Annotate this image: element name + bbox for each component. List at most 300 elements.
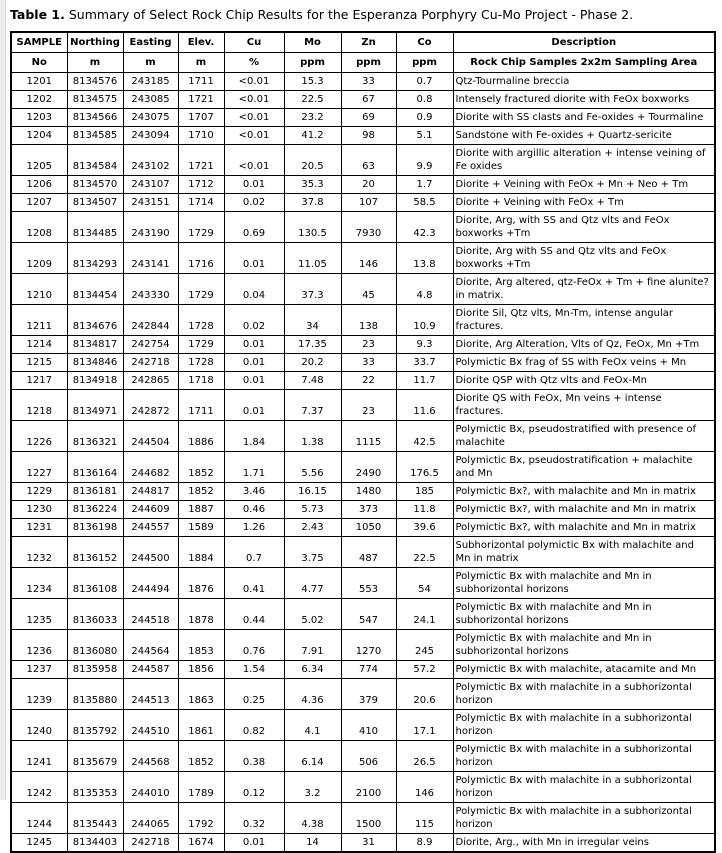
co-cell: 33.7 (396, 354, 453, 372)
sample-no-cell: 1240 (11, 710, 67, 741)
easting-cell: 242844 (123, 305, 178, 336)
co-cell: 9.3 (396, 336, 453, 354)
sample-no-cell: 1242 (11, 772, 67, 803)
table-row (11, 73, 715, 91)
sample-no-cell: 1204 (11, 127, 67, 145)
table-row (11, 519, 715, 537)
description-cell: Diorite, Arg., with Mn in irregular veins (453, 834, 715, 853)
sample-no-cell: 1227 (11, 452, 67, 483)
table-row (11, 109, 715, 127)
table-row (11, 803, 715, 834)
mo-cell: 5.73 (284, 501, 341, 519)
mo-cell: 7.48 (284, 372, 341, 390)
sample-no-cell: 1215 (11, 354, 67, 372)
zn-cell: 31 (341, 834, 396, 853)
description-cell: Polymictic Bx?, with malachite and Mn in matrix (453, 519, 715, 537)
table-row (11, 710, 715, 741)
table-row (11, 679, 715, 710)
co-cell: 5.1 (396, 127, 453, 145)
elev-cell: 1718 (178, 372, 224, 390)
easting-cell: 244494 (123, 568, 178, 599)
header-row-2 (11, 53, 715, 73)
table-row (11, 568, 715, 599)
description-cell: Polymictic Bx frag of SS with FeOx veins + Mn (453, 354, 715, 372)
description-cell: Diorite, Arg, with SS and Qtz vlts and FeOx boxworks +Tm (453, 212, 715, 243)
table-row (11, 483, 715, 501)
northing-cell: 8135792 (67, 710, 123, 741)
northing-cell: 8135443 (67, 803, 123, 834)
description-cell: Polymictic Bx with malachite and Mn in subhorizontal horizons (453, 599, 715, 630)
description-cell: Diorite QS with FeOx, Mn veins + intense fractures. (453, 390, 715, 421)
mo-cell: 41.2 (284, 127, 341, 145)
description-cell: Polymictic Bx with malachite and Mn in subhorizontal horizons (453, 630, 715, 661)
mo-cell: 3.75 (284, 537, 341, 568)
cu-cell: 0.01 (224, 834, 284, 853)
elev-cell: 1887 (178, 501, 224, 519)
column-header-zn: Zn (341, 32, 396, 53)
mo-cell: 17.35 (284, 336, 341, 354)
easting-cell: 243330 (123, 274, 178, 305)
table-row (11, 212, 715, 243)
description-cell: Polymictic Bx, pseudostratified with presence of malachite (453, 421, 715, 452)
description-cell: Intensely fractured diorite with FeOx boxworks (453, 91, 715, 109)
description-cell: Qtz-Tourmaline breccia (453, 73, 715, 91)
easting-cell: 243185 (123, 73, 178, 91)
northing-cell: 8134570 (67, 176, 123, 194)
description-cell: Polymictic Bx?, with malachite and Mn in matrix (453, 483, 715, 501)
elev-cell: 1711 (178, 73, 224, 91)
co-cell: 146 (396, 772, 453, 803)
column-header-description: Description (453, 32, 715, 53)
easting-cell: 244065 (123, 803, 178, 834)
mo-cell: 16.15 (284, 483, 341, 501)
mo-cell: 20.2 (284, 354, 341, 372)
easting-cell: 244557 (123, 519, 178, 537)
cu-cell: 0.41 (224, 568, 284, 599)
cu-cell: <0.01 (224, 127, 284, 145)
elev-cell: 1852 (178, 483, 224, 501)
zn-cell: 146 (341, 243, 396, 274)
column-header-elev-unit: m (178, 53, 224, 73)
zn-cell: 410 (341, 710, 396, 741)
sample-no-cell: 1244 (11, 803, 67, 834)
mo-cell: 1.38 (284, 421, 341, 452)
mo-cell: 4.38 (284, 803, 341, 834)
sample-no-cell: 1237 (11, 661, 67, 679)
column-header-mo-unit: ppm (284, 53, 341, 73)
northing-cell: 8134293 (67, 243, 123, 274)
easting-cell: 242754 (123, 336, 178, 354)
table-row (11, 91, 715, 109)
column-header-cu: Cu (224, 32, 284, 53)
cu-cell: 0.12 (224, 772, 284, 803)
easting-cell: 243190 (123, 212, 178, 243)
sample-no-cell: 1231 (11, 519, 67, 537)
elev-cell: 1711 (178, 390, 224, 421)
co-cell: 11.7 (396, 372, 453, 390)
zn-cell: 1480 (341, 483, 396, 501)
northing-cell: 8134566 (67, 109, 123, 127)
table-caption (10, 7, 716, 22)
cu-cell: 0.38 (224, 741, 284, 772)
mo-cell: 22.5 (284, 91, 341, 109)
zn-cell: 1270 (341, 630, 396, 661)
cu-cell: 0.76 (224, 630, 284, 661)
description-cell: Polymictic Bx with malachite and Mn in subhorizontal horizons (453, 568, 715, 599)
sample-no-cell: 1214 (11, 336, 67, 354)
mo-cell: 7.37 (284, 390, 341, 421)
elev-cell: 1853 (178, 630, 224, 661)
sample-no-cell: 1206 (11, 176, 67, 194)
description-cell: Diorite with argillic alteration + intense veining of Fe oxides (453, 145, 715, 176)
header-row-1 (11, 32, 715, 53)
co-cell: 26.5 (396, 741, 453, 772)
elev-cell: 1876 (178, 568, 224, 599)
elev-cell: 1884 (178, 537, 224, 568)
mo-cell: 20.5 (284, 145, 341, 176)
mo-cell: 4.1 (284, 710, 341, 741)
northing-cell: 8135880 (67, 679, 123, 710)
description-cell: Polymictic Bx?, with malachite and Mn in matrix (453, 501, 715, 519)
elev-cell: 1861 (178, 710, 224, 741)
elev-cell: 1589 (178, 519, 224, 537)
zn-cell: 98 (341, 127, 396, 145)
northing-cell: 8134584 (67, 145, 123, 176)
cu-cell: 1.26 (224, 519, 284, 537)
elev-cell: 1886 (178, 421, 224, 452)
co-cell: 185 (396, 483, 453, 501)
sample-no-cell: 1245 (11, 834, 67, 853)
easting-cell: 244518 (123, 599, 178, 630)
easting-cell: 244587 (123, 661, 178, 679)
sample-no-cell: 1229 (11, 483, 67, 501)
column-header-sample-no-unit: No (11, 53, 67, 73)
column-header-easting: Easting (123, 32, 178, 53)
northing-cell: 8136033 (67, 599, 123, 630)
northing-cell: 8134846 (67, 354, 123, 372)
zn-cell: 547 (341, 599, 396, 630)
easting-cell: 244513 (123, 679, 178, 710)
northing-cell: 8134676 (67, 305, 123, 336)
elev-cell: 1878 (178, 599, 224, 630)
easting-cell: 242718 (123, 354, 178, 372)
easting-cell: 244500 (123, 537, 178, 568)
elev-cell: 1674 (178, 834, 224, 853)
co-cell: 176.5 (396, 452, 453, 483)
table-row (11, 243, 715, 274)
northing-cell: 8134576 (67, 73, 123, 91)
elev-cell: 1721 (178, 91, 224, 109)
elev-cell: 1852 (178, 452, 224, 483)
description-cell: Polymictic Bx with malachite in a subhorizontal horizon (453, 772, 715, 803)
elev-cell: 1789 (178, 772, 224, 803)
co-cell: 0.8 (396, 91, 453, 109)
mo-cell: 2.43 (284, 519, 341, 537)
cu-cell: 0.25 (224, 679, 284, 710)
sample-no-cell: 1234 (11, 568, 67, 599)
co-cell: 0.7 (396, 73, 453, 91)
zn-cell: 22 (341, 372, 396, 390)
cu-cell: 0.01 (224, 372, 284, 390)
description-cell: Polymictic Bx with malachite, atacamite and Mn (453, 661, 715, 679)
content-area (10, 0, 716, 853)
zn-cell: 774 (341, 661, 396, 679)
northing-cell: 8134507 (67, 194, 123, 212)
sample-no-cell: 1210 (11, 274, 67, 305)
table-row (11, 421, 715, 452)
table-row (11, 741, 715, 772)
cu-cell: <0.01 (224, 109, 284, 127)
northing-cell: 8135353 (67, 772, 123, 803)
column-header-mo: Mo (284, 32, 341, 53)
mo-cell: 11.05 (284, 243, 341, 274)
sample-no-cell: 1230 (11, 501, 67, 519)
northing-cell: 8136321 (67, 421, 123, 452)
sample-no-cell: 1217 (11, 372, 67, 390)
zn-cell: 487 (341, 537, 396, 568)
co-cell: 0.9 (396, 109, 453, 127)
cu-cell: 0.32 (224, 803, 284, 834)
northing-cell: 8136164 (67, 452, 123, 483)
northing-cell: 8136152 (67, 537, 123, 568)
elev-cell: 1712 (178, 176, 224, 194)
mo-cell: 4.77 (284, 568, 341, 599)
co-cell: 9.9 (396, 145, 453, 176)
description-cell: Diorite QSP with Qtz vlts and FeOx-Mn (453, 372, 715, 390)
co-cell: 115 (396, 803, 453, 834)
northing-cell: 8134918 (67, 372, 123, 390)
description-cell: Diorite Sil, Qtz vlts, Mn-Tm, intense angular fractures. (453, 305, 715, 336)
elev-cell: 1721 (178, 145, 224, 176)
table-row (11, 176, 715, 194)
description-cell: Polymictic Bx with malachite in a subhorizontal horizon (453, 679, 715, 710)
mo-cell: 35.3 (284, 176, 341, 194)
co-cell: 42.3 (396, 212, 453, 243)
description-cell: Sandstone with Fe-oxides + Quartz-sericite (453, 127, 715, 145)
northing-cell: 8134485 (67, 212, 123, 243)
column-header-northing-unit: m (67, 53, 123, 73)
easting-cell: 244564 (123, 630, 178, 661)
sample-no-cell: 1218 (11, 390, 67, 421)
mo-cell: 14 (284, 834, 341, 853)
sample-no-cell: 1236 (11, 630, 67, 661)
sample-no-cell: 1239 (11, 679, 67, 710)
co-cell: 24.1 (396, 599, 453, 630)
cu-cell: 0.82 (224, 710, 284, 741)
zn-cell: 7930 (341, 212, 396, 243)
elev-cell: 1856 (178, 661, 224, 679)
column-header-sample-no: SAMPLE (11, 32, 67, 53)
table-row (11, 372, 715, 390)
table-row (11, 336, 715, 354)
easting-cell: 244609 (123, 501, 178, 519)
mo-cell: 15.3 (284, 73, 341, 91)
column-header-description-unit: Rock Chip Samples 2x2m Sampling Area (453, 53, 715, 73)
description-cell: Subhorizontal polymictic Bx with malachite and Mn in matrix (453, 537, 715, 568)
co-cell: 8.9 (396, 834, 453, 853)
co-cell: 42.5 (396, 421, 453, 452)
easting-cell: 243141 (123, 243, 178, 274)
table-row (11, 145, 715, 176)
table-header (11, 32, 715, 73)
mo-cell: 23.2 (284, 109, 341, 127)
cu-cell: 0.01 (224, 336, 284, 354)
sample-no-cell: 1202 (11, 91, 67, 109)
zn-cell: 1050 (341, 519, 396, 537)
northing-cell: 8134454 (67, 274, 123, 305)
easting-cell: 242865 (123, 372, 178, 390)
column-header-zn-unit: ppm (341, 53, 396, 73)
table-row (11, 127, 715, 145)
zn-cell: 33 (341, 73, 396, 91)
elev-cell: 1728 (178, 305, 224, 336)
cu-cell: 0.01 (224, 176, 284, 194)
northing-cell: 8135679 (67, 741, 123, 772)
easting-cell: 244568 (123, 741, 178, 772)
table-row (11, 501, 715, 519)
co-cell: 58.5 (396, 194, 453, 212)
table-row (11, 630, 715, 661)
northing-cell: 8134817 (67, 336, 123, 354)
mo-cell: 5.02 (284, 599, 341, 630)
sample-no-cell: 1203 (11, 109, 67, 127)
easting-cell: 244504 (123, 421, 178, 452)
sample-no-cell: 1232 (11, 537, 67, 568)
description-cell: Diorite, Arg Alteration, Vlts of Qz, FeOx, Mn +Tm (453, 336, 715, 354)
cu-cell: 0.01 (224, 354, 284, 372)
description-cell: Diorite, Arg altered, qtz-FeOx + Tm + fine alunite? in matrix. (453, 274, 715, 305)
zn-cell: 1500 (341, 803, 396, 834)
description-cell: Polymictic Bx with malachite in a subhorizontal horizon (453, 710, 715, 741)
elev-cell: 1728 (178, 354, 224, 372)
table-row (11, 354, 715, 372)
cu-cell: 0.02 (224, 305, 284, 336)
mo-cell: 7.91 (284, 630, 341, 661)
cu-cell: 1.54 (224, 661, 284, 679)
co-cell: 1.7 (396, 176, 453, 194)
sample-no-cell: 1226 (11, 421, 67, 452)
mo-cell: 130.5 (284, 212, 341, 243)
column-header-cu-unit: % (224, 53, 284, 73)
zn-cell: 107 (341, 194, 396, 212)
co-cell: 11.6 (396, 390, 453, 421)
description-cell: Diorite + Veining with FeOx + Tm (453, 194, 715, 212)
elev-cell: 1863 (178, 679, 224, 710)
description-cell: Polymictic Bx, pseudostratification + malachite and Mn (453, 452, 715, 483)
cu-cell: <0.01 (224, 91, 284, 109)
easting-cell: 244010 (123, 772, 178, 803)
cu-cell: 0.44 (224, 599, 284, 630)
column-header-northing: Northing (67, 32, 123, 53)
zn-cell: 23 (341, 336, 396, 354)
description-cell: Diorite, Arg with SS and Qtz vlts and FeOx boxworks +Tm (453, 243, 715, 274)
cu-cell: 0.04 (224, 274, 284, 305)
mo-cell: 5.56 (284, 452, 341, 483)
rock-chip-results-table (10, 31, 716, 853)
table-row (11, 834, 715, 853)
zn-cell: 63 (341, 145, 396, 176)
cu-cell: 0.01 (224, 243, 284, 274)
page-left-margin (0, 0, 6, 800)
co-cell: 20.6 (396, 679, 453, 710)
northing-cell: 8134403 (67, 834, 123, 853)
table-caption-text: Summary of Select Rock Chip Results for the Esperanza Porphyry Cu-Mo Project - Phase 2. (68, 7, 634, 22)
mo-cell: 37.3 (284, 274, 341, 305)
northing-cell: 8134971 (67, 390, 123, 421)
co-cell: 39.6 (396, 519, 453, 537)
mo-cell: 3.2 (284, 772, 341, 803)
table-body (11, 73, 715, 853)
easting-cell: 244817 (123, 483, 178, 501)
elev-cell: 1792 (178, 803, 224, 834)
zn-cell: 45 (341, 274, 396, 305)
co-cell: 57.2 (396, 661, 453, 679)
sample-no-cell: 1207 (11, 194, 67, 212)
table-row (11, 599, 715, 630)
table-row (11, 390, 715, 421)
sample-no-cell: 1201 (11, 73, 67, 91)
elev-cell: 1710 (178, 127, 224, 145)
northing-cell: 8136080 (67, 630, 123, 661)
column-header-elev: Elev. (178, 32, 224, 53)
cu-cell: 0.02 (224, 194, 284, 212)
cu-cell: 0.46 (224, 501, 284, 519)
zn-cell: 506 (341, 741, 396, 772)
zn-cell: 20 (341, 176, 396, 194)
mo-cell: 4.36 (284, 679, 341, 710)
easting-cell: 243075 (123, 109, 178, 127)
table-row (11, 452, 715, 483)
mo-cell: 6.34 (284, 661, 341, 679)
cu-cell: 0.69 (224, 212, 284, 243)
zn-cell: 67 (341, 91, 396, 109)
description-cell: Polymictic Bx with malachite in a subhorizontal horizon (453, 803, 715, 834)
sample-no-cell: 1211 (11, 305, 67, 336)
easting-cell: 243151 (123, 194, 178, 212)
cu-cell: 1.84 (224, 421, 284, 452)
co-cell: 54 (396, 568, 453, 599)
easting-cell: 243107 (123, 176, 178, 194)
table-row (11, 772, 715, 803)
zn-cell: 379 (341, 679, 396, 710)
elev-cell: 1729 (178, 274, 224, 305)
table-row (11, 661, 715, 679)
column-header-co-unit: ppm (396, 53, 453, 73)
elev-cell: 1729 (178, 336, 224, 354)
northing-cell: 8136224 (67, 501, 123, 519)
sample-no-cell: 1235 (11, 599, 67, 630)
elev-cell: 1707 (178, 109, 224, 127)
zn-cell: 2100 (341, 772, 396, 803)
northing-cell: 8134575 (67, 91, 123, 109)
zn-cell: 1115 (341, 421, 396, 452)
easting-cell: 244682 (123, 452, 178, 483)
zn-cell: 373 (341, 501, 396, 519)
description-cell: Diorite with SS clasts and Fe-oxides + Tourmaline (453, 109, 715, 127)
elev-cell: 1729 (178, 212, 224, 243)
elev-cell: 1852 (178, 741, 224, 772)
zn-cell: 33 (341, 354, 396, 372)
zn-cell: 138 (341, 305, 396, 336)
sample-no-cell: 1241 (11, 741, 67, 772)
easting-cell: 242872 (123, 390, 178, 421)
easting-cell: 243102 (123, 145, 178, 176)
cu-cell: 3.46 (224, 483, 284, 501)
co-cell: 17.1 (396, 710, 453, 741)
easting-cell: 243085 (123, 91, 178, 109)
description-cell: Diorite + Veining with FeOx + Mn + Neo + Tm (453, 176, 715, 194)
cu-cell: <0.01 (224, 73, 284, 91)
